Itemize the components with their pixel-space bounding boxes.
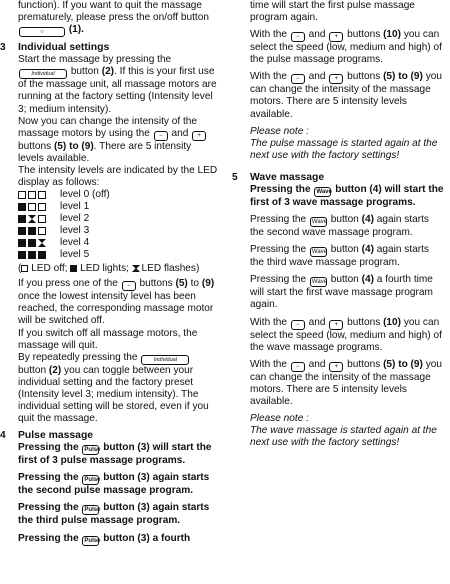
pulse-button-icon: Pulse bbox=[84, 477, 101, 484]
text: Pressing the bbox=[250, 214, 307, 226]
text: again starts the third wave massage program. bbox=[250, 244, 429, 269]
ref: (4) bbox=[361, 274, 374, 286]
text: . There are 5 intensity levels available. bbox=[18, 140, 192, 164]
s5-paragraph-3 bbox=[250, 244, 444, 269]
pulse-speed-paragraph bbox=[250, 29, 444, 66]
plus-button-icon: + bbox=[329, 32, 343, 42]
intro-ref: (1). bbox=[68, 24, 84, 36]
s5-paragraph-2 bbox=[250, 214, 444, 239]
text: button bbox=[103, 532, 135, 544]
s5-paragraph-4 bbox=[250, 274, 444, 311]
section-individual-settings bbox=[0, 42, 218, 425]
text: and bbox=[308, 71, 326, 83]
s3-paragraph-1 bbox=[18, 54, 218, 115]
text: Pressing the bbox=[18, 472, 79, 484]
s3-paragraph-3: The intensity levels are indicated by the LED display as follows: bbox=[18, 164, 218, 189]
section-title: Pulse massage bbox=[18, 430, 94, 442]
ref: (10) bbox=[383, 316, 402, 328]
pulse-button-icon: Pulse bbox=[84, 537, 101, 544]
text: again starts the second pulse massage program. bbox=[18, 472, 210, 497]
section-pulse-massage bbox=[0, 430, 218, 545]
plus-button-icon: + bbox=[329, 320, 343, 330]
wave-button-icon: Wave bbox=[311, 219, 328, 226]
wave-speed-paragraph bbox=[250, 317, 444, 354]
text: and bbox=[308, 316, 326, 328]
text: . If this is your first use of the massage unit, all massage motors are running at the factory setting (Intensity level 3; medium intensity). bbox=[18, 66, 217, 115]
text: and bbox=[308, 358, 326, 370]
led-level-row bbox=[18, 225, 218, 237]
individual-button-icon: Individual bbox=[141, 355, 189, 365]
ref: (3) bbox=[137, 472, 150, 484]
s4-paragraph-1 bbox=[18, 442, 218, 467]
ref: (4) bbox=[361, 244, 374, 256]
text: ( bbox=[18, 263, 22, 275]
text: will start the first of 3 pulse massage programs. bbox=[18, 442, 212, 467]
level-label: level 2 bbox=[60, 213, 90, 225]
note-label: Please note : bbox=[250, 412, 309, 424]
pulse-button-icon: Pulse bbox=[84, 447, 101, 454]
ref: (5) to (9) bbox=[383, 71, 423, 83]
text: button bbox=[103, 502, 135, 514]
led-display-icon bbox=[18, 203, 54, 211]
text: again starts the third pulse massage program. bbox=[18, 502, 210, 527]
wave-intensity-paragraph bbox=[250, 359, 444, 408]
text: button bbox=[330, 214, 359, 226]
on-off-button-icon: ○ bbox=[19, 27, 65, 37]
s3-paragraph-2 bbox=[18, 116, 218, 165]
minus-button-icon: − bbox=[291, 74, 305, 84]
text: buttons bbox=[18, 140, 52, 152]
pulse-continuation: time will start the first pulse massage program again. bbox=[250, 0, 415, 24]
ref: (2) bbox=[48, 364, 62, 376]
level-label: level 5 bbox=[60, 249, 90, 261]
pulse-intensity-paragraph bbox=[250, 71, 444, 120]
led-display-icon bbox=[18, 191, 54, 199]
text: button bbox=[103, 472, 135, 484]
minus-button-icon: − bbox=[122, 281, 136, 291]
led-display-icon bbox=[18, 251, 54, 259]
text: a fourth bbox=[152, 532, 191, 544]
text: With the bbox=[250, 358, 288, 370]
s3-paragraph-5: If you switch off all massage motors, the massage will quit. bbox=[18, 327, 198, 351]
text: By repeatedly pressing the bbox=[18, 351, 138, 363]
ref: (3) bbox=[137, 532, 150, 544]
led-display-icon bbox=[18, 227, 54, 235]
level-label: level 0 (off) bbox=[60, 189, 110, 201]
plus-button-icon: + bbox=[329, 74, 343, 84]
wave-button-icon: Wave bbox=[311, 249, 328, 256]
s5-paragraph-1 bbox=[250, 184, 444, 209]
section-number: 4 bbox=[0, 430, 6, 442]
text: buttons bbox=[347, 29, 381, 41]
text: button bbox=[103, 442, 135, 454]
text: and bbox=[171, 127, 189, 139]
text: and bbox=[308, 29, 326, 41]
intro-paragraph bbox=[18, 0, 218, 37]
wave-button-icon: Wave bbox=[316, 189, 332, 196]
ref: (5) to (9) bbox=[383, 358, 423, 370]
pulse-button-icon: Pulse bbox=[84, 507, 101, 514]
text: Start the massage by pressing the bbox=[18, 54, 172, 66]
led-level-row bbox=[18, 213, 218, 225]
minus-button-icon: − bbox=[291, 320, 305, 330]
section-number: 5 bbox=[232, 171, 238, 183]
ref: (5) to (9) bbox=[53, 140, 94, 152]
s3-paragraph-6 bbox=[18, 352, 218, 425]
text: Pressing the bbox=[250, 244, 307, 256]
led-flash-icon bbox=[132, 265, 139, 272]
led-level-row bbox=[18, 237, 218, 249]
text: If you press one of the bbox=[18, 278, 118, 290]
text: With the bbox=[250, 29, 288, 41]
wave-button-icon: Wave bbox=[311, 279, 328, 286]
led-level-row bbox=[18, 201, 218, 213]
text: to bbox=[190, 278, 200, 290]
right-column bbox=[232, 0, 444, 449]
text: With the bbox=[250, 316, 288, 328]
level-label: level 1 bbox=[60, 201, 90, 213]
text: With the bbox=[250, 71, 288, 83]
ref: (3) bbox=[137, 442, 150, 454]
text: you can select the speed (low, medium and high) of the pulse massage programs. bbox=[250, 29, 442, 66]
minus-button-icon: − bbox=[291, 32, 305, 42]
section-wave-massage bbox=[232, 172, 444, 449]
ref: (3) bbox=[137, 502, 150, 514]
text: button bbox=[330, 274, 359, 286]
text: Pressing the bbox=[18, 502, 79, 514]
intro-text: function). If you want to quit the massage prematurely, please press the on/off button bbox=[18, 0, 209, 24]
ref: (9) bbox=[201, 278, 215, 290]
text: will start the first of 3 wave massage programs. bbox=[250, 184, 444, 209]
level-label: level 3 bbox=[60, 225, 90, 237]
text: button bbox=[330, 244, 359, 256]
s3-paragraph-4 bbox=[18, 278, 218, 327]
text: button bbox=[70, 66, 99, 78]
text: buttons bbox=[347, 316, 381, 328]
text: button bbox=[335, 184, 367, 196]
s4-paragraph-4 bbox=[18, 533, 218, 546]
text: LED off; bbox=[31, 263, 68, 275]
text: Pressing the bbox=[250, 274, 307, 286]
ref: (5) bbox=[175, 278, 188, 290]
text: Pressing the bbox=[18, 442, 79, 454]
ref: (4) bbox=[369, 184, 382, 196]
text: buttons bbox=[139, 278, 173, 290]
text: Pressing the bbox=[250, 184, 311, 196]
led-level-row bbox=[18, 189, 218, 201]
ref: (10) bbox=[383, 29, 402, 41]
minus-button-icon: − bbox=[291, 362, 305, 372]
s4-paragraph-3 bbox=[18, 502, 218, 527]
section-number: 3 bbox=[0, 42, 6, 54]
text: you can select the speed (low, medium and high) of the wave massage programs. bbox=[250, 316, 442, 353]
text: LED lights; bbox=[80, 263, 129, 275]
text: button bbox=[18, 364, 47, 376]
led-level-list bbox=[18, 189, 218, 261]
text: you can change the intensity of the massage motors. There are 5 intensity levels available. bbox=[250, 71, 442, 120]
note-text: The pulse massage is started again at the next use with the factory settings! bbox=[250, 137, 438, 161]
text: you can change the intensity of the massage motors. There are 5 intensity levels available. bbox=[250, 358, 442, 407]
section-title: Wave massage bbox=[250, 171, 325, 183]
text: once the lowest intensity level has been reached, the corresponding massage motor will be switched off. bbox=[18, 291, 214, 327]
led-display-icon bbox=[18, 215, 54, 223]
ref: (4) bbox=[361, 214, 374, 226]
plus-button-icon: + bbox=[329, 362, 343, 372]
ref: (2) bbox=[101, 66, 115, 78]
led-level-row bbox=[18, 249, 218, 261]
text: buttons bbox=[347, 358, 381, 370]
led-display-icon bbox=[18, 239, 54, 247]
section-title: Individual settings bbox=[18, 42, 110, 54]
led-legend bbox=[18, 263, 218, 275]
led-on-icon bbox=[70, 265, 77, 272]
text: buttons bbox=[347, 71, 381, 83]
individual-button-icon: Individual bbox=[19, 69, 67, 79]
minus-button-icon: − bbox=[154, 131, 168, 141]
note-text: The wave massage is started again at the next use with the factory settings! bbox=[250, 425, 437, 449]
text: Now you can change the intensity of the massage motors by using the bbox=[18, 115, 197, 139]
text: you can toggle between your individual setting and the factory preset (Intensity level 3; medium intensity). The individual setting will be stored, even if you quit the massage. bbox=[18, 364, 209, 425]
note-label: Please note : bbox=[250, 125, 309, 137]
led-off-icon bbox=[21, 265, 28, 272]
level-label: level 4 bbox=[60, 237, 90, 249]
text: again starts the second wave massage program. bbox=[250, 214, 429, 239]
text: Pressing the bbox=[18, 532, 79, 544]
text: LED flashes) bbox=[141, 263, 200, 275]
left-column bbox=[0, 0, 218, 546]
s4-paragraph-2 bbox=[18, 472, 218, 497]
plus-button-icon: + bbox=[192, 131, 206, 141]
text: a fourth time will start the first wave massage program again. bbox=[250, 274, 433, 311]
